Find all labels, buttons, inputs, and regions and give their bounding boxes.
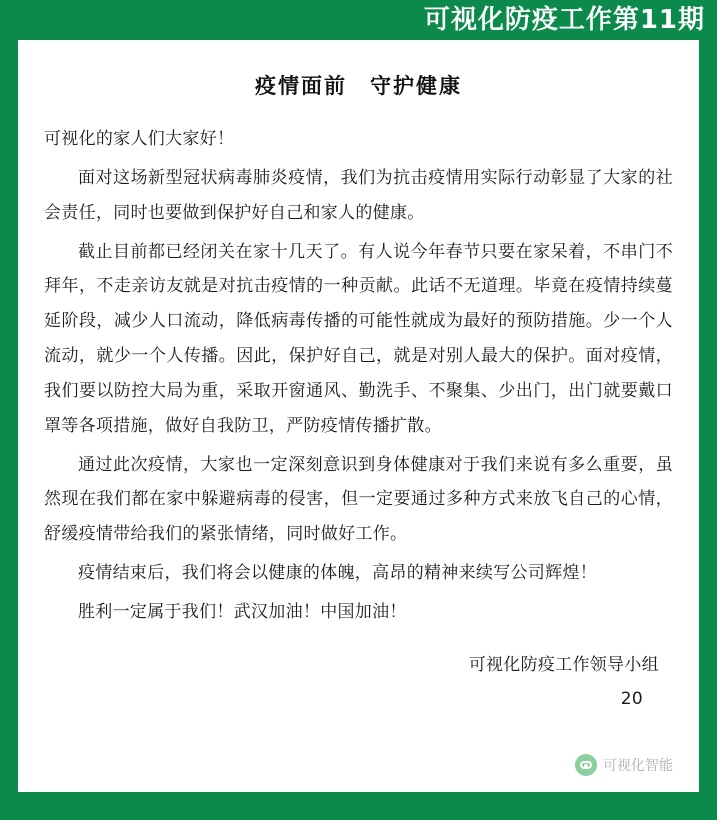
signature-line: 可视化防疫工作领导小组: [468, 654, 659, 675]
date-line: 20: [620, 688, 643, 709]
wechat-official-account-icon: [575, 754, 597, 776]
banner-title: 可视化防疫工作第11期: [423, 5, 705, 35]
body-paragraph-5: 胜利一定属于我们！武汉加油！中国加油！: [78, 601, 407, 622]
greeting-paragraph: 可视化的家人们大家好！: [44, 129, 235, 149]
document-sheet: [18, 40, 699, 792]
document-title: 疫情面前 守护健康: [255, 74, 462, 98]
body-paragraph-1: 面对这场新型冠状病毒肺炎疫情，我们为抗击疫情用实际行动彰显了大家的社会责任，同时也要做到保护好自己和家人的健康。: [44, 167, 673, 223]
body-paragraph-2: 截止目前都已经闭关在家十几天了。有人说今年春节只要在家呆着，不串门不拜年，不走亲访友就是对抗击疫情的一种贡献。此话不无道理。毕竟在疫情持续蔓延阶段，减少人口流动，降低病毒传播的可能性就成为最好的预防措施。少一个人流动，就少一个人传播。因此，保护好自己，就是对别人最大的保护。面对疫情，我们要以防控大局为重，采取开窗通风、勤洗手、不聚集、少出门，出门就要戴口罩等各项措施，做好自我防卫，严防疫情传播扩散。: [44, 241, 673, 436]
body-paragraph-3: 通过此次疫情，大家也一定深刻意识到身体健康对于我们来说有多么重要，虽然现在我们都在家中躲避病毒的侵害，但一定要通过多种方式来放飞自己的心情，舒缓疫情带给我们的紧张情绪，同时做好工作。: [44, 454, 673, 545]
bottom-band: [0, 792, 717, 820]
account-watermark: [575, 754, 673, 776]
banner-bar: [0, 0, 717, 40]
account-name: 可视化智能: [603, 758, 673, 774]
body-paragraph-4: 疫情结束后，我们将会以健康的体魄，高昂的精神来续写公司辉煌！: [78, 563, 597, 584]
